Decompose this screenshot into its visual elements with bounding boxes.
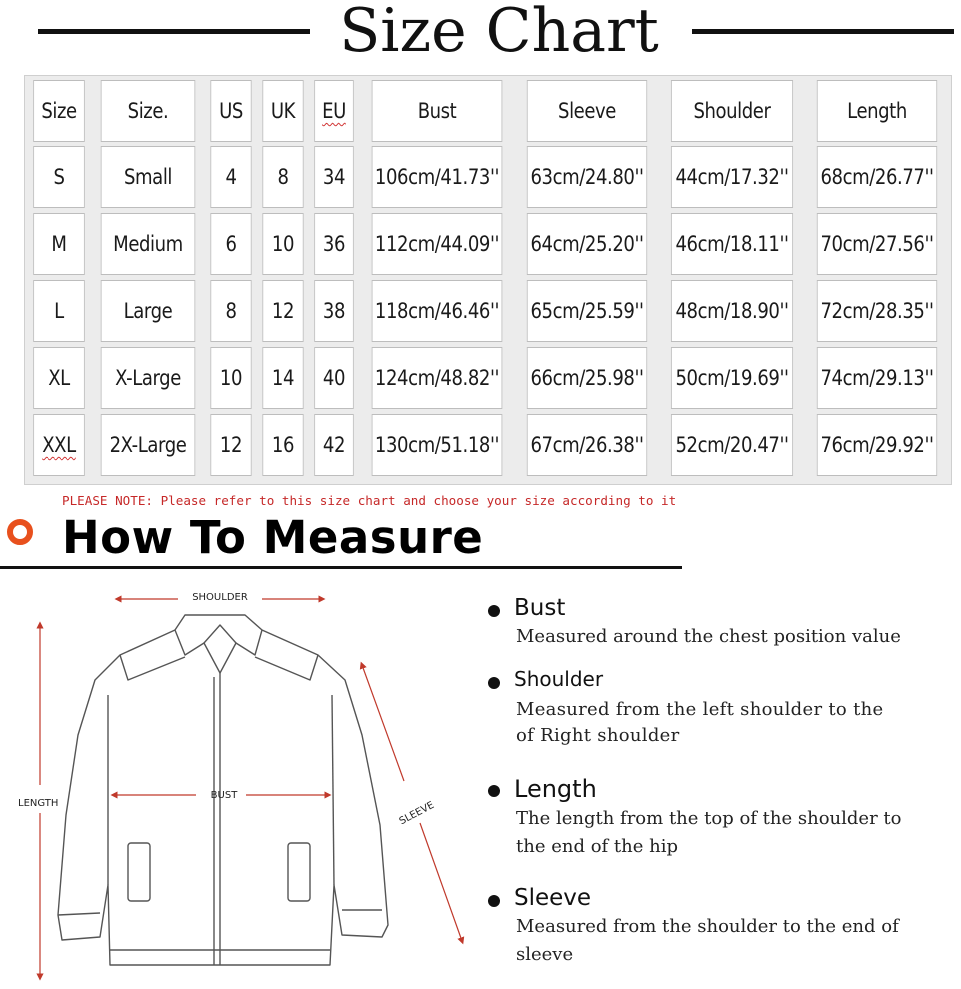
table-header-cell [210,80,251,142]
table-cell-text: 44cm/17.32'' [675,165,789,189]
ring-bullet-icon [6,518,34,546]
table-cell-text: M [51,232,67,256]
table-cell-text: 34 [322,165,346,189]
table-cell [527,414,647,476]
table-cell [817,414,937,476]
table-cell-text: Medium [113,232,183,256]
table-cell [314,347,354,409]
size-chart-header [0,0,961,68]
table-cell [527,280,647,342]
table-cell [210,146,251,208]
table-cell-text: 68cm/26.77'' [820,165,934,189]
table-cell [314,414,354,476]
table-cell [262,280,303,342]
table-cell-text: 14 [271,366,295,390]
table-header-cell [262,80,303,142]
table-cell-text: 70cm/27.56'' [820,232,934,256]
table-cell-text: 74cm/29.13'' [820,366,934,390]
table-cell [372,347,503,409]
table-cell-text: US [219,99,243,123]
table-cell [314,280,354,342]
table-cell [817,146,937,208]
table-cell [527,347,647,409]
table-cell-text: 50cm/19.69'' [675,366,789,390]
table-cell-text: 66cm/25.98'' [530,366,644,390]
table-cell-text: 12 [271,299,295,323]
table-cell-text: 8 [277,165,289,189]
table-cell-text: 130cm/51.18'' [374,433,500,457]
table-cell [262,213,303,275]
table-cell-text: Small [123,165,172,189]
shoulder-label: SHOULDER [192,592,248,603]
table-cell [101,280,196,342]
table-cell [671,146,793,208]
length-label: LENGTH [18,798,59,809]
table-cell [33,213,85,275]
table-cell-text: 40 [322,366,346,390]
bullet-icon [488,605,500,617]
table-cell-text: 2X-Large [109,433,187,457]
table-cell [33,146,85,208]
bullet-icon [488,785,500,797]
table-cell-text: 6 [225,232,237,256]
table-cell [262,414,303,476]
table-cell [527,213,647,275]
measure-title: Shoulder [514,667,604,691]
table-cell [210,280,251,342]
bullet-icon [488,895,500,907]
bust-label: BUST [210,790,238,801]
measure-list [486,595,956,985]
table-cell [262,146,303,208]
how-to-measure-rule [0,566,682,569]
table-cell [372,146,503,208]
measure-title: Length [514,775,597,803]
measure-arrows [40,599,462,977]
table-cell-text: 12 [219,433,243,457]
table-header-cell [527,80,647,142]
table-cell [210,213,251,275]
table-cell-text: 52cm/20.47'' [675,433,789,457]
table-cell-text: S [53,165,65,189]
table-cell-text: XXL [42,433,76,457]
table-header-cell [372,80,503,142]
table-cell-text: 48cm/18.90'' [675,299,789,323]
table-cell [671,414,793,476]
table-cell-text: Shoulder [693,99,771,123]
table-cell [372,213,503,275]
table-cell-text: 16 [271,433,295,457]
table-cell-text: X-Large [115,366,181,390]
table-cell-text: 64cm/25.20'' [530,232,644,256]
table-cell [372,414,503,476]
table-cell [314,213,354,275]
table-cell-text: EU [322,99,346,123]
table-cell [101,414,196,476]
table-cell-text: 8 [225,299,237,323]
measure-title: Sleeve [514,885,592,911]
page-title: Size Chart [339,0,659,66]
size-table [24,75,952,485]
table-cell-text: Sleeve [558,99,616,123]
table-cell-text: Size [41,99,77,123]
table-header-cell [671,80,793,142]
table-header-cell [101,80,196,142]
table-cell-text: XL [48,366,70,390]
table-cell [101,213,196,275]
table-cell-text: Large [123,299,173,323]
table-cell [33,414,85,476]
table-cell-text: 4 [225,165,237,189]
table-cell-text: 46cm/18.11'' [675,232,789,256]
table-cell [101,146,196,208]
measure-title: Bust [514,595,566,621]
table-cell [817,347,937,409]
table-cell [817,213,937,275]
table-cell-text: 112cm/44.09'' [374,232,500,256]
table-cell-text: UK [270,99,296,123]
title-rule-left [38,29,310,34]
table-cell [372,280,503,342]
table-cell-text: 65cm/25.59'' [530,299,644,323]
measure-desc: Measured from the shoulder to the end of sleeve [516,916,899,965]
size-note: PLEASE NOTE: Please refer to this size chart and choose your size according to it [62,493,677,508]
sleeve-label: SLEEVE [397,799,437,828]
table-cell [671,347,793,409]
bullet-icon [488,677,500,689]
table-cell [210,347,251,409]
measure-desc: Measured around the chest position value [516,626,901,647]
table-cell-text: 42 [322,433,346,457]
table-cell [817,280,937,342]
table-header-cell [817,80,937,142]
table-cell-text: 36 [322,232,346,256]
table-cell-text: 118cm/46.46'' [374,299,500,323]
table-cell-text: L [54,299,64,323]
table-cell [33,347,85,409]
table-cell-text: 38 [322,299,346,323]
how-to-measure-title: How To Measure [62,511,484,564]
table-cell-text: 106cm/41.73'' [374,165,500,189]
jacket-diagram [0,585,470,985]
table-cell [210,414,251,476]
table-cell-text: 67cm/26.38'' [530,433,644,457]
table-cell-text: 10 [271,232,295,256]
table-cell [33,280,85,342]
table-cell [314,146,354,208]
table-cell [671,280,793,342]
table-cell-text: 63cm/24.80'' [530,165,644,189]
table-cell-text: Length [847,99,907,123]
table-cell [262,347,303,409]
table-cell-text: 76cm/29.92'' [820,433,934,457]
table-cell [671,213,793,275]
table-cell [527,146,647,208]
table-cell-text: Size. [127,99,169,123]
table-cell-text: 124cm/48.82'' [374,366,500,390]
how-to-measure-header [0,512,700,572]
table-cell-text: 72cm/28.35'' [820,299,934,323]
table-cell-text: 10 [219,366,243,390]
title-rule-right [692,29,954,34]
measure-desc: Measured from the left shoulder to the of Right shoulder [516,699,884,746]
table-header-cell [314,80,354,142]
table-cell [101,347,196,409]
table-cell-text: Bust [417,99,457,123]
measure-desc: The length from the top of the shoulder to the end of the hip [516,808,902,857]
table-header-cell [33,80,85,142]
